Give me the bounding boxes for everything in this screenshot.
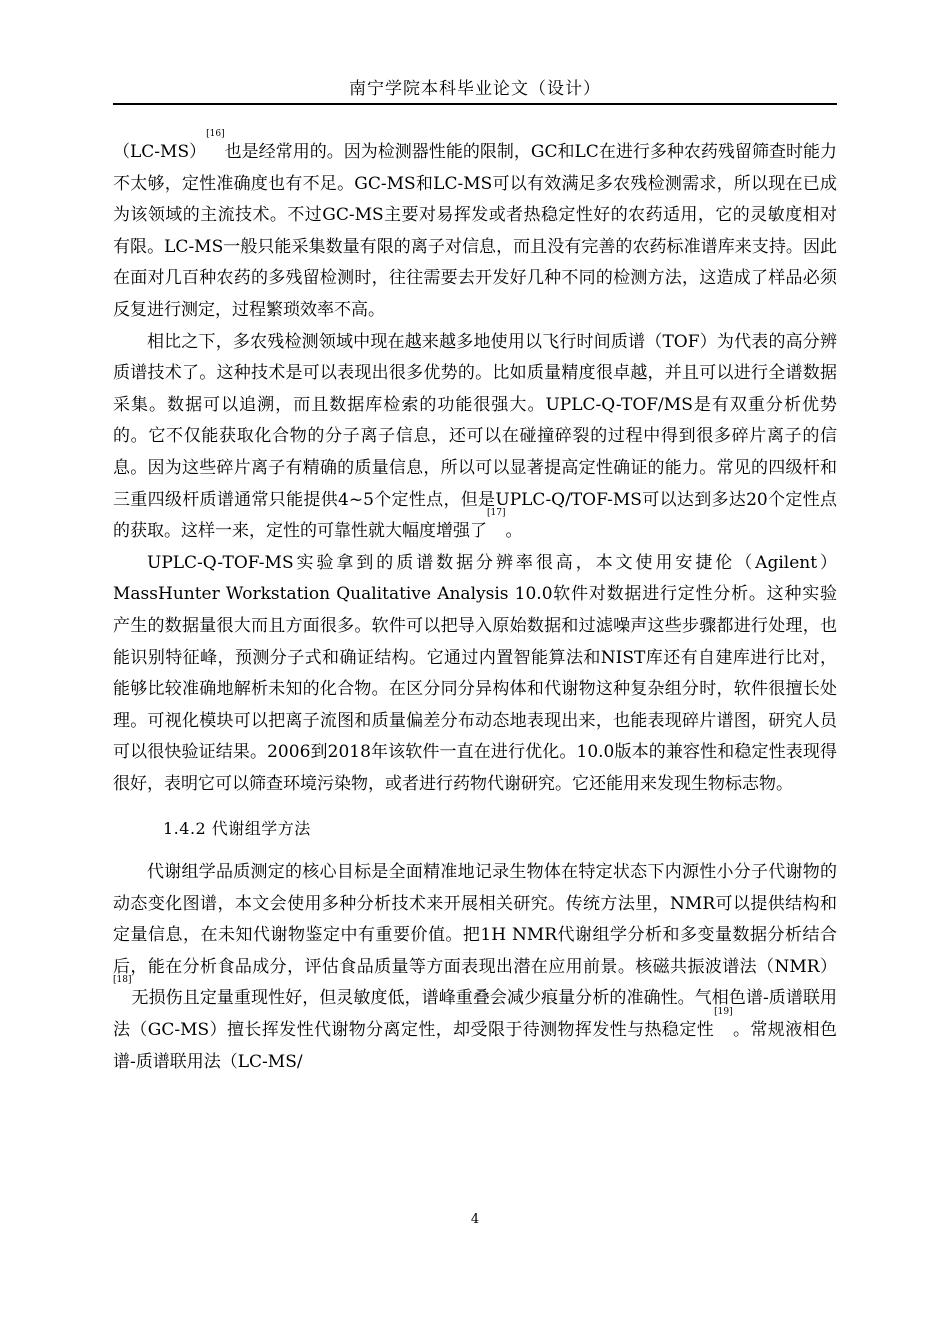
citation-ref: [19] (714, 1007, 733, 1018)
citation-ref: [17] (487, 508, 506, 519)
paragraph-text: UPLC-Q-TOF-MS实验拿到的质谱数据分辨率很高，本文使用安捷伦（Agilent）MassHunter Workstation Qualitative Analysis 10.0软件对数据进行定性分析。这种实验产生的数据量很大而且方面很多。软件可以把导入原始数据和过滤噪声这些步骤都进行处理，也能识别特征峰，预测分子式和确证结构。它通过内置智能算法和NIST库还有自建库进行比对，能够比较准确地解析未知的化合物。在区分同分异构体和代谢物这种复杂组分时，软件很擅长处理。可视化模块可以把离子流图和质量偏差分布动态地表现出来，也能表现碎片谱图，研究人员可以很快验证结果。2006到2018年该软件一直在进行优化。10.0版本的兼容性和稳定性表现得很好，表明它可以筛查环境污染物，或者进行药物代谢研究。它还能用来发现生物标志物。 (113, 552, 837, 794)
paragraph-text: 也是经常用的。因为检测器性能的限制，GC和LC在进行多种农药残留筛查时能力不太够，定性准确度也有不足。GC-MS和LC-MS可以有效满足多农残检测需求，所以现在已成为该领域的主流技术。不过GC-MS主要对易挥发或者热稳定性好的农药适用，它的灵敏度相对有限。LC-MS一般只能采集数量有限的离子对信息，而且没有完善的农药标准谱库来支持。因此在面对几百种农药的多残留检测时，往往需要去开发好几种不同的检测方法，这造成了样品必须反复进行测定，过程繁琐效率不高。 (113, 142, 837, 320)
paragraph (113, 548, 837, 801)
page-header-title: 南宁学院本科毕业论文（设计） (349, 79, 601, 99)
header-rule (113, 103, 837, 105)
section-subheading: 1.4.2 代谢组学方法 (163, 819, 311, 839)
section-paragraphs (113, 129, 837, 800)
paragraph-text: （LC-MS） (113, 142, 207, 162)
paragraph-text: 。常规液相色谱-质谱联用法（LC-MS/ (113, 1020, 837, 1072)
paragraph-text: 代谢组学品质测定的核心目标是全面精准地记录生物体在特定状态下内源性小分子代谢物的动态变化图谱，本文会使用多种分析技术来开展相关研究。传统方法里，NMR可以提供结构和定量信息，在未知代谢物鉴定中有重要价值。把1H NMR代谢组学分析和多变量数据分析结合后，能在分析食品成分，评估食品质量等方面表现出潜在应用前景。核磁共振波谱法（NMR） (113, 862, 837, 977)
paragraph-text: 。 (505, 521, 523, 542)
subsection-paragraphs (113, 857, 837, 1078)
paragraph-text: 相比之下，多农残检测领域中现在越来越多地使用以飞行时间质谱（TOF）为代表的高分辨质谱技术了。这种技术是可以表现出很多优势的。比如质量精度很卓越，并且可以进行全谱数据采集。数据可以追溯，而且数据库检索的功能很强大。UPLC-Q-TOF/MS是有双重分析优势的。它不仅能获取化合物的分子离子信息，还可以在碰撞碎裂的过程中得到很多碎片离子的信息。因为这些碎片离子有精确的质量信息，所以可以显著提高定性确证的能力。常见的四级杆和三重四级杆质谱通常只能提供4~5个定性点，但是UPLC-Q/TOF-MS可以达到多达20个定性点的获取。这样一来，定性的可靠性就大幅度增强了 (113, 331, 837, 542)
citation-ref: [16] (206, 129, 225, 139)
paragraph-text: 无损伤且定量重现性好，但灵敏度低，谱峰重叠会减少痕量分析的准确性。气相色谱-质谱联用法（GC-MS）擅长挥发性代谢物分离定性，却受限于待测物挥发性与热稳定性 (113, 988, 837, 1041)
paragraph (113, 857, 837, 1078)
page-number: 4 (470, 1212, 480, 1227)
citation-ref: [18] (113, 975, 132, 986)
paragraph (113, 327, 837, 548)
paragraph (113, 129, 837, 327)
body-text (113, 129, 837, 1078)
